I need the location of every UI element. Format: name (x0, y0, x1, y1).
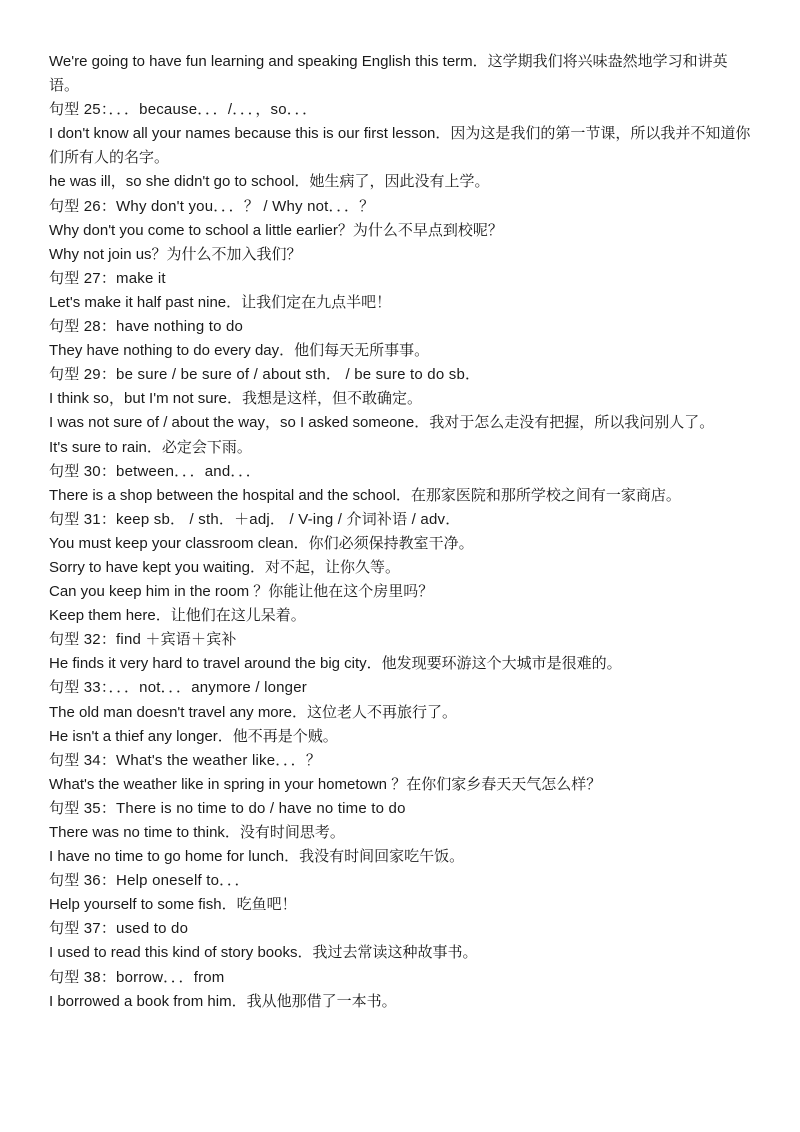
sentence-line: I was not sure of / about the way，so I asked someone．我对于怎么走没有把握，所以我问别人了。 (49, 414, 715, 432)
pattern-heading-34: 句型 34：What's the weather like．．．？ (49, 751, 322, 769)
sentence-line: I don't know all your names because this is our first lesson．因为这是我们的第一节课，所以我并不知道你们所有人的名字。 (49, 125, 751, 167)
sentence-line: There was no time to think．没有时间思考。 (49, 824, 345, 841)
sentence-line: He isn't a thief any longer．他不再是个贼。 (49, 727, 338, 745)
pattern-heading-33: 句型 33：．．．not．．．anymore / longer (49, 679, 307, 697)
pattern-heading-26: 句型 26：Why don't you．．．？ / Why not．．．？ (49, 197, 375, 215)
document-body (49, 50, 755, 1014)
sentence-line: Sorry to have kept you waiting．对不起，让你久等。 (49, 558, 400, 576)
sentence-line: Help yourself to some fish．吃鱼吧！ (49, 896, 297, 914)
sentence-line: I think so，but I'm not sure．我想是这样，但不敢确定。 (49, 390, 422, 408)
sentence-line: Why don't you come to school a little earlier？为什么不早点到校呢？ (49, 221, 503, 239)
pattern-heading-29: 句型 29：be sure / be sure of / about sth． / be sure to do sb． (49, 366, 481, 384)
sentence-line: The old man doesn't travel any more．这位老人不再旅行了。 (49, 703, 457, 721)
sentence-line: We're going to have fun learning and speaking English this term．这学期我们将兴味盎然地学习和讲英语。 (49, 53, 728, 95)
sentence-line: he was ill，so she didn't go to school．她生病了，因此没有上学。 (49, 173, 490, 191)
pattern-heading-31: 句型 31：keep sb． / sth．＋adj． / V-ing / 介词补语 / adv． (49, 510, 461, 528)
pattern-heading-28: 句型 28：have nothing to do (49, 318, 244, 336)
pattern-heading-36: 句型 36：Help oneself to．．． (49, 872, 250, 890)
sentence-line: You must keep your classroom clean．你们必须保持教室干净。 (49, 534, 474, 552)
pattern-heading-32: 句型 32：find ＋宾语＋宾补 (49, 631, 237, 649)
sentence-line: What's the weather like in spring in your hometown ？在你们家乡春天天气怎么样？ (49, 775, 602, 793)
sentence-line: I used to read this kind of story books．我过去常读这种故事书。 (49, 944, 478, 962)
sentence-line: It's sure to rain．必定会下雨。 (49, 438, 252, 456)
sentence-line: Why not join us？为什么不加入我们？ (49, 245, 302, 263)
pattern-heading-37: 句型 37：used to do (49, 920, 189, 938)
sentence-line: I borrowed a book from him．我从他那借了一本书。 (49, 992, 397, 1010)
sentence-line: Keep them here．让他们在这儿呆着。 (49, 607, 306, 625)
pattern-heading-35: 句型 35：There is no time to do / have no time to do (49, 799, 406, 817)
pattern-heading-30: 句型 30：between．．．and．．． (49, 462, 261, 480)
sentence-line: Can you keep him in the room ？你能让他在这个房里吗？ (49, 583, 434, 601)
pattern-heading-38: 句型 38：borrow．．．from (49, 968, 225, 986)
sentence-line: I have no time to go home for lunch．我没有时间回家吃午饭。 (49, 848, 465, 866)
pattern-heading-25: 句型 25：．．．because．．．/．．．，so．．． (49, 101, 318, 119)
pattern-heading-27: 句型 27：make it (49, 269, 166, 287)
sentence-line: There is a shop between the hospital and the school．在那家医院和那所学校之间有一家商店。 (49, 486, 681, 504)
sentence-line: They have nothing to do every day．他们每天无所事事。 (49, 342, 430, 360)
sentence-line: He finds it very hard to travel around the big city．他发现要环游这个大城市是很难的。 (49, 655, 622, 673)
sentence-line: Let's make it half past nine．让我们定在九点半吧！ (49, 293, 392, 311)
